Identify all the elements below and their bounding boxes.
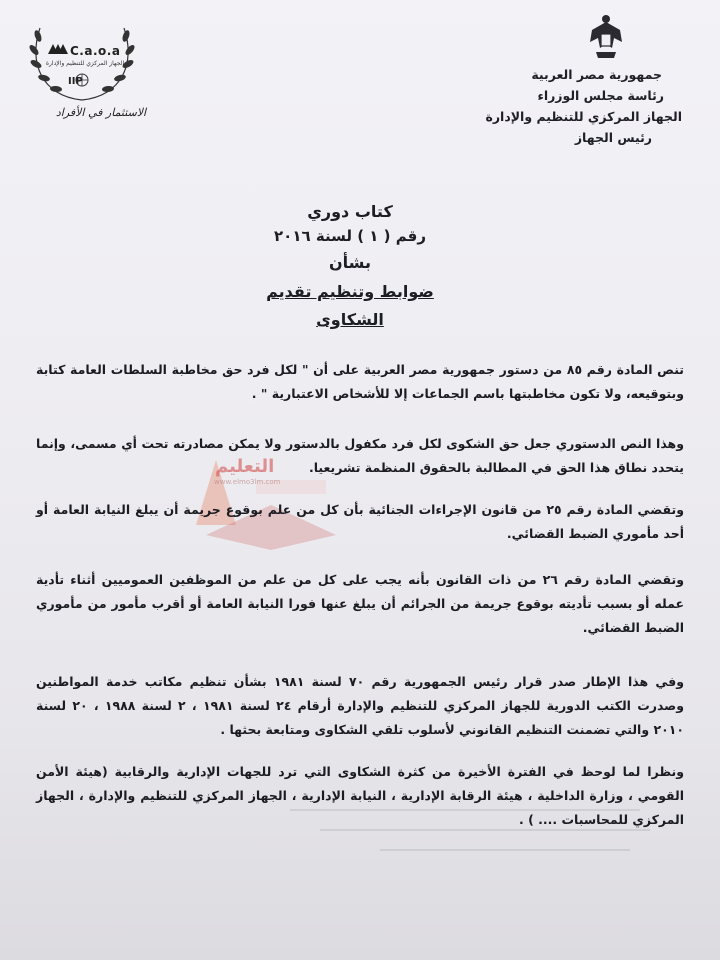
logo-iip: IIP (68, 76, 83, 87)
paragraph-article-25: وتقضي المادة رقم ٢٥ من قانون الإجراءات الجنائية بأن كل من علم بوقوع جريمة أن يبلغ النيابة العامة أو أحد مأموري الضبط القضائي. (36, 502, 684, 541)
eagle-emblem-icon (586, 12, 626, 62)
paragraph-constitutional-text: وهذا النص الدستوري جعل حق الشكوى لكل فرد مكفول بالدستور ولا يمكن مصادرته تحت أي مسمى، وإنما يتحدد نطاق هذا الحق في المطالبة بالحقوق المنظمة تشريعيا. (36, 436, 684, 475)
paragraph-article-85: تنص المادة رقم ٨٥ من دستور جمهورية مصر العربية على أن " لكل فرد حق مخاطبة السلطات العامة كتابة وبتوقيعه، ولا تكون مخاطبتها باسم الجماعات إلا للأشخاص الاعتبارية " . (36, 362, 684, 401)
government-header (422, 64, 682, 148)
watermark-text: التعليم (215, 456, 275, 477)
paragraph-article-26: وتقضي المادة رقم ٢٦ من ذات القانون بأنه يجب على كل من علم من الموظفين العموميين أثناء تأدية عمله أو بسبب تأديته بوقوع جريمة من الجرائم أن يبلغ عنها فورا النيابة العامة أو أقرب مأمور من مأموري الضبط القضائي. (36, 572, 684, 635)
doc-type-title: كتاب دوري (307, 202, 393, 221)
paragraph-complaints-note: ونظرا لما لوحظ في الفترة الأخيرة من كثرة الشكاوى التي ترد للجهات الإدارية والرقابية (هيئة الأمن القومي ، وزارة الداخلية ، هيئة الرقابة الإدارية ، النيابة الإدارية ، الجهاز المركزي للتنظيم والإدارة ، الجهاز المركزي للمحاسبات .... ) . (36, 764, 684, 827)
caoa-logo (22, 8, 147, 120)
laurel-wreath-icon (22, 8, 142, 108)
gov-line-cabinet: رئاسة مجلس الوزراء (537, 88, 664, 103)
logo-slogan: الاستثمار في الأفراد (55, 106, 147, 119)
document-titles (230, 200, 470, 334)
bleed-through-texture (260, 800, 660, 860)
gov-line-agency: الجهاز المركزي للتنظيم والإدارة (485, 109, 682, 124)
paragraph-presidential-decree: وفي هذا الإطار صدر قرار رئيس الجمهورية رقم ٧٠ لسنة ١٩٨١ بشأن تنظيم مكاتب خدمة المواطنين وصدرت الكتب الدورية للجهاز المركزي للتنظيم والإدارة أرقام ٢٤ لسنة ١٩٨١ ، ٢ لسنة ١٩٨٨ ، ٢٠ لسنة ٢٠١٠ والتي تضمنت التنظيم القانوني لأسلوب تلقي الشكاوى ومتابعة بحثها . (36, 674, 685, 737)
watermark-url: www.elmo3lm.com (214, 478, 281, 486)
doc-number: رقم ( ١ ) لسنة ٢٠١٦ (274, 227, 426, 245)
doc-regarding: بشأن (329, 253, 371, 272)
logo-brand-subtitle: الجهاز المركزي للتنظيم والإدارة (45, 60, 125, 67)
logo-brand: C.a.o.a (70, 44, 121, 58)
document-body (36, 358, 684, 852)
gov-line-head: رئيس الجهاز (574, 130, 652, 145)
doc-subject: ضوابط وتنظيم تقديم الشكاوى (266, 282, 434, 329)
gov-line-country: جمهورية مصر العربية (531, 67, 662, 82)
